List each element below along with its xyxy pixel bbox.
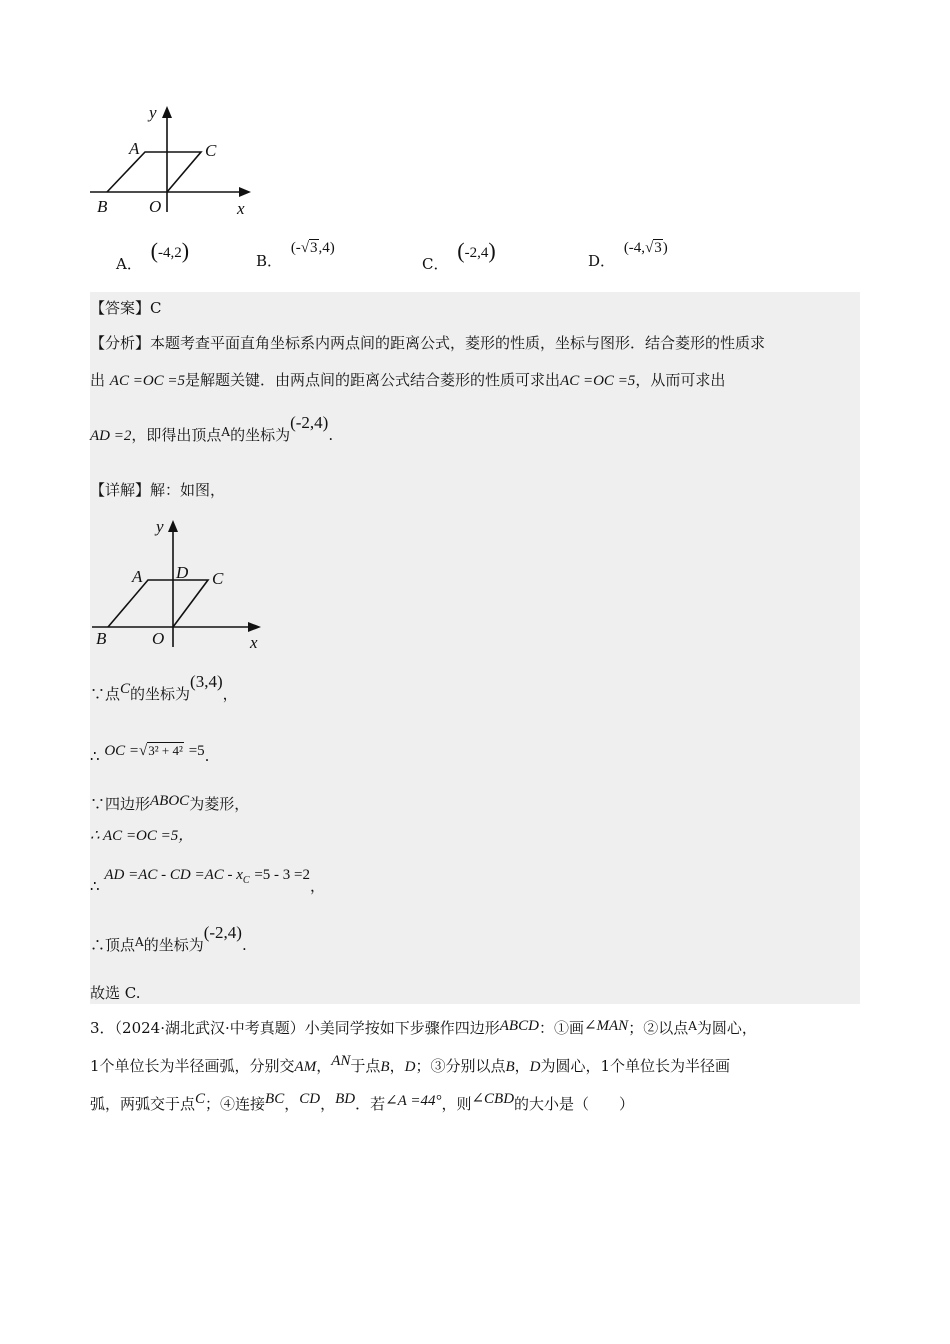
q3-sep-1: ，	[316, 1057, 332, 1075]
analysis-text-3b: 的坐标为	[230, 426, 291, 444]
step-6-mid: 的坐标为	[143, 936, 204, 954]
y-axis-arrow	[162, 106, 172, 118]
step-5-end: ，	[310, 877, 326, 895]
option-d[interactable]	[588, 240, 668, 270]
q3-point-d2: D	[529, 1059, 541, 1075]
q3-text-2a: 1个单位长为半径画弧，分别交	[90, 1057, 295, 1075]
label-b: B	[97, 197, 108, 216]
step-1-point: C	[120, 681, 131, 697]
step-1-end: ，	[222, 685, 238, 703]
step-5	[90, 864, 326, 895]
label-y: y	[156, 517, 164, 536]
q3-sep-5: ，	[320, 1095, 336, 1113]
question-3-line-3	[90, 1091, 635, 1115]
q3-bd: BD	[335, 1091, 356, 1107]
analysis-text-2a: 出	[90, 371, 106, 389]
option-d-letter: D．	[588, 252, 616, 270]
step-2-eq-b: =5	[188, 743, 205, 759]
answer-value: C	[150, 299, 162, 317]
option-c-letter: C．	[422, 255, 449, 273]
option-b-letter: B．	[256, 252, 283, 270]
q3-point-b: B	[380, 1059, 390, 1075]
step-1-coord: (3,4)	[190, 672, 223, 691]
q3-text-3d: ，则	[441, 1095, 472, 1113]
q3-target: ∠CBD	[471, 1091, 515, 1107]
label-o: O	[149, 197, 162, 216]
q3-text-2d: 为圆心，1个单位长为半径画	[540, 1057, 731, 1075]
label-a: A	[132, 567, 143, 586]
step-2: ∴ OC =√3² + 4² =5.	[90, 743, 210, 765]
q3-sep-3: ，	[514, 1057, 530, 1075]
question-3-line-2	[90, 1053, 731, 1077]
step-5-eq-b: =5 - 3 =2	[254, 867, 311, 883]
detail-intro: 解：如图，	[150, 481, 226, 499]
q3-text-2c: ；③分别以点	[415, 1057, 506, 1075]
q3-point-d: D	[404, 1059, 416, 1075]
analysis-text-2b: 是解题关键．由两点间的距离公式结合菱形的性质可求出	[185, 371, 561, 389]
analysis-line-3	[90, 413, 334, 446]
analysis-eq-1: AC =OC =5	[109, 373, 186, 389]
label-c: C	[212, 569, 224, 588]
label-y: y	[149, 103, 157, 122]
analysis-coord: (-2,4)	[290, 413, 329, 432]
detail-line	[90, 480, 225, 500]
analysis-point: A	[221, 425, 231, 439]
label-a: A	[129, 139, 140, 158]
option-b-value: (-√3,4)	[290, 240, 335, 256]
analysis-line-2	[90, 370, 725, 391]
label-x: x	[250, 633, 258, 652]
q3-text-1c: ；②以点	[628, 1019, 689, 1037]
q3-am: AM	[294, 1059, 317, 1075]
q3-point-a: A	[688, 1019, 697, 1033]
step-2-sqrt: 3² + 4²	[148, 743, 183, 758]
rhombus-abo	[108, 580, 208, 627]
q3-angle: ∠MAN	[583, 1018, 629, 1034]
x-axis-arrow	[239, 187, 251, 197]
figure-1-rhombus-axes	[85, 100, 265, 220]
step-1	[90, 672, 238, 705]
step-5-pre: ∴	[90, 877, 100, 895]
option-c[interactable]	[422, 238, 496, 273]
q3-text-3b: ；④连接	[205, 1095, 266, 1113]
step-4-text: ∴ AC =OC =5，	[90, 828, 194, 844]
q3-text-3a: 弧，两弧交于点	[90, 1095, 196, 1113]
q3-text-1b: ：①画	[538, 1019, 584, 1037]
rhombus-abo	[107, 152, 201, 192]
step-4	[90, 826, 193, 846]
q3-point-b2: B	[505, 1059, 515, 1075]
step-1-pre: ∵点	[90, 685, 121, 703]
analysis-eq-3: AD =2	[90, 428, 132, 444]
option-d-value: (-4,√3)	[623, 240, 668, 256]
option-a-value: (-4,2)	[150, 238, 190, 263]
label-d: D	[176, 563, 189, 582]
q3-text-3c: ．若	[355, 1095, 386, 1113]
option-b[interactable]	[256, 240, 335, 270]
step-3-shape: ABOC	[150, 793, 190, 809]
step-1-mid: 的坐标为	[130, 685, 191, 703]
step-3	[90, 794, 249, 815]
option-a-letter: A．	[116, 255, 142, 273]
step-6	[90, 923, 247, 956]
step-6-end: .	[241, 936, 247, 954]
label-o: O	[152, 629, 165, 648]
step-6-point: A	[135, 935, 144, 949]
x-axis-arrow	[248, 622, 261, 632]
step-2-eq-a: OC =	[104, 743, 140, 759]
q3-shape: ABCD	[499, 1018, 539, 1034]
label-c: C	[205, 141, 217, 160]
step-6-coord: (-2,4)	[203, 923, 242, 942]
y-axis-arrow	[168, 520, 178, 532]
analysis-text-3a: ，即得出顶点	[131, 426, 222, 444]
q3-text-3e: 的大小是（ ）	[514, 1095, 635, 1113]
step-5-eq: AD =AC - CD =AC - x	[104, 867, 243, 883]
conclusion-text: 故选 C.	[90, 984, 141, 1002]
step-3-pre: ∵四边形	[90, 795, 151, 813]
q3-point-c: C	[195, 1091, 206, 1107]
step-5-sub: C	[242, 875, 250, 886]
q3-cd: CD	[299, 1091, 321, 1107]
label-x: x	[237, 199, 245, 218]
analysis-period: .	[328, 426, 334, 444]
q3-condition: ∠A =44°	[385, 1093, 442, 1109]
analysis-text-2c: ，从而可求出	[635, 371, 726, 389]
q3-sep-4: ，	[284, 1095, 300, 1113]
analysis-text-1: 本题考查平面直角坐标系内两点间的距离公式，菱形的性质，坐标与图形．结合菱形的性质求	[150, 334, 766, 352]
step-6-pre: ∴顶点	[90, 936, 136, 954]
label-b: B	[96, 629, 107, 648]
step-2-pre: ∴	[90, 747, 100, 765]
analysis-eq-2: AC =OC =5	[560, 373, 636, 389]
option-a[interactable]	[116, 238, 190, 273]
analysis-line-1	[90, 333, 765, 353]
q3-an: AN	[331, 1053, 351, 1069]
q3-bc: BC	[265, 1091, 285, 1107]
question-3-line-1	[90, 1018, 757, 1039]
figure-2-rhombus-axes	[88, 512, 273, 652]
conclusion	[90, 983, 140, 1003]
analysis-tag: 【分析】	[90, 334, 151, 352]
q3-text-2b: 于点	[350, 1057, 381, 1075]
step-3-end: 为菱形，	[189, 795, 250, 813]
step-2-end: .	[204, 747, 210, 765]
answer-line	[90, 298, 162, 318]
answer-tag: 【答案】	[90, 299, 151, 317]
detail-tag: 【详解】	[90, 481, 151, 499]
q3-text-1d: 为圆心，	[696, 1019, 757, 1037]
q3-sep-2: ，	[389, 1057, 405, 1075]
option-c-value: (-2,4)	[457, 238, 496, 263]
q3-text-1a: 3．（2024·湖北武汉·中考真题）小美同学按如下步骤作四边形	[90, 1019, 500, 1037]
